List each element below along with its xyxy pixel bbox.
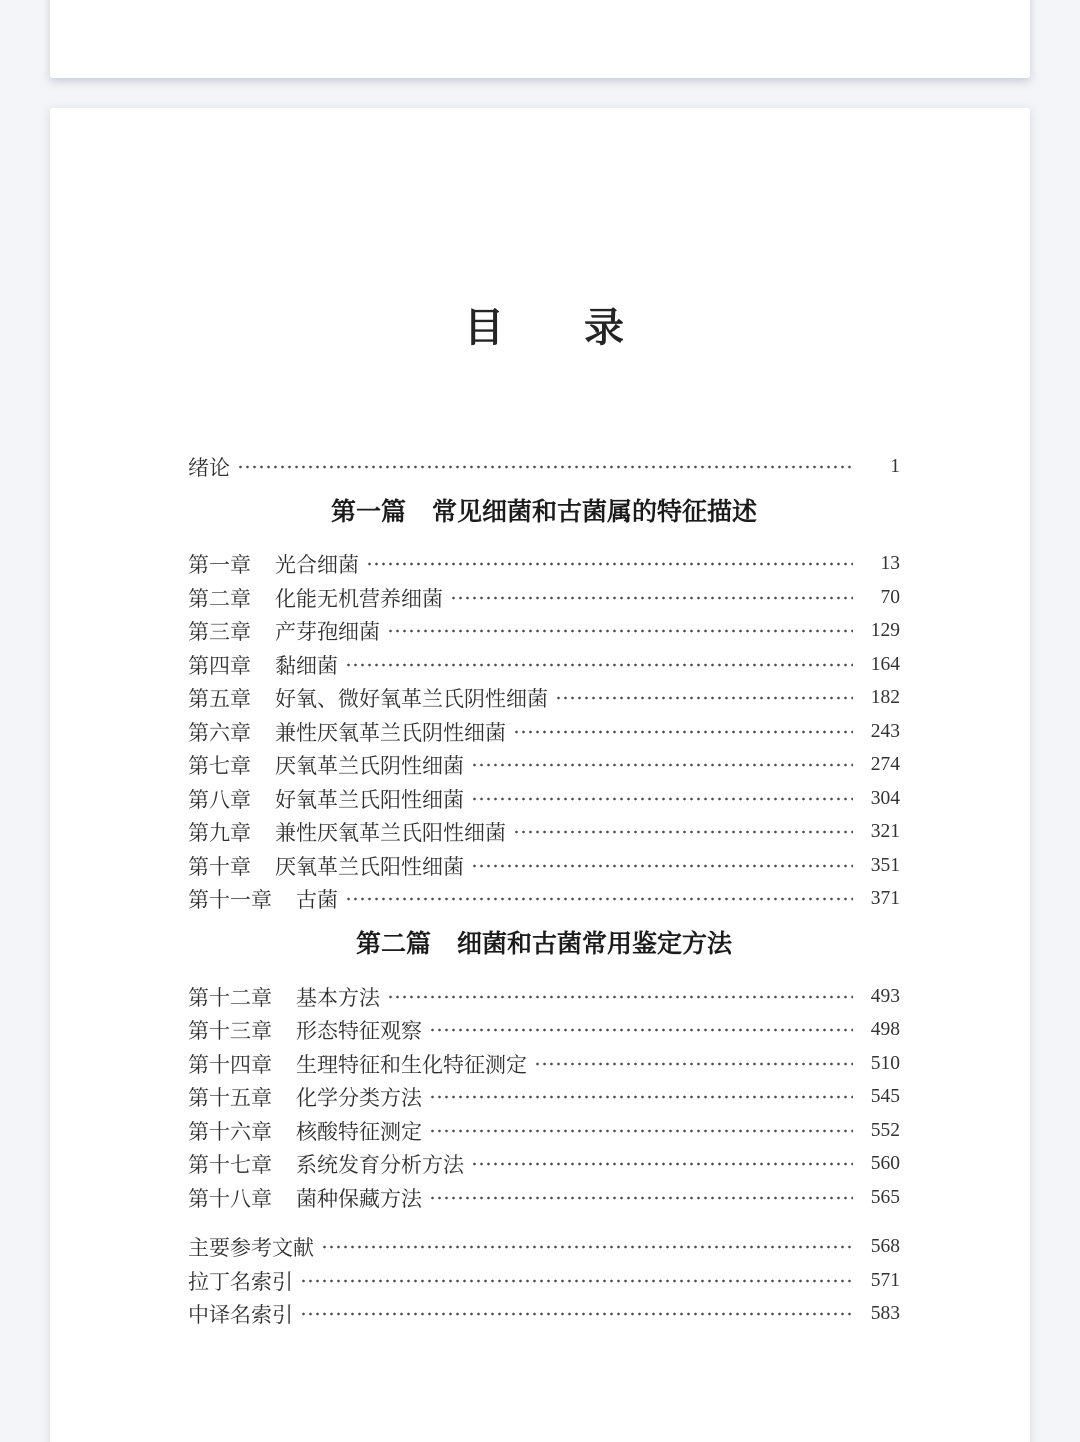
dot-leader <box>321 1231 853 1265</box>
toc-entry-chapter <box>188 1148 900 1182</box>
chapter-label: 第一章 <box>188 553 251 578</box>
chapter-label: 第八章 <box>188 787 251 812</box>
chapter-title: 兼性厌氧革兰氏阴性细菌 <box>275 720 506 745</box>
chapter-title: 核酸特征测定 <box>296 1119 422 1144</box>
dot-leader <box>555 682 853 716</box>
toc-entry-chapter <box>188 615 900 649</box>
dot-leader <box>471 782 853 816</box>
toc-entry-chapter <box>188 749 900 783</box>
toc-entry-chapter <box>188 1181 900 1215</box>
page-number: 13 <box>880 553 900 575</box>
page-number: 493 <box>870 985 900 1007</box>
chapter-list <box>188 980 900 1215</box>
toc-entry-chapter <box>188 1014 900 1048</box>
part-heading <box>188 496 900 529</box>
dot-leader <box>513 816 853 850</box>
page-number: 552 <box>870 1119 900 1141</box>
page-number: 243 <box>870 720 900 742</box>
dot-leader <box>366 548 853 582</box>
chapter-title: 产芽孢细菌 <box>275 620 380 645</box>
page-number: 351 <box>870 854 900 876</box>
dot-leader <box>450 581 853 615</box>
toc-entry-chapter <box>188 581 900 615</box>
toc-entry-chapter <box>188 715 900 749</box>
chapter-label: 第四章 <box>188 653 251 678</box>
chapter-label: 第十七章 <box>188 1153 272 1178</box>
chapter-list <box>188 548 900 917</box>
chapter-title: 光合细菌 <box>275 553 359 578</box>
page-number: 129 <box>870 620 900 642</box>
toc-entry-backmatter <box>188 1231 900 1265</box>
dot-leader <box>534 1047 853 1081</box>
dot-leader <box>300 1264 853 1298</box>
chapter-label: 第十二章 <box>188 985 272 1010</box>
toc-page <box>50 108 1030 1442</box>
dot-leader <box>429 1181 853 1215</box>
toc-entry-chapter <box>188 1114 900 1148</box>
part-title: 常见细菌和古菌属的特征描述 <box>432 497 758 526</box>
page-number: 545 <box>870 1086 900 1108</box>
chapter-title: 厌氧革兰氏阳性细菌 <box>275 854 464 879</box>
toc-entry-chapter <box>188 816 900 850</box>
page-number: 560 <box>870 1153 900 1175</box>
chapter-title: 形态特征观察 <box>296 1019 422 1044</box>
toc-entry-backmatter <box>188 1298 900 1332</box>
page-number: 70 <box>880 586 900 608</box>
dot-leader <box>387 980 853 1014</box>
chapter-label: 第二章 <box>188 586 251 611</box>
page-number: 164 <box>870 653 900 675</box>
toc-entry-chapter <box>188 548 900 582</box>
toc-part-section <box>188 928 900 1215</box>
page-number: 583 <box>870 1303 900 1325</box>
chapter-title: 厌氧革兰氏阴性细菌 <box>275 754 464 779</box>
page-number: 568 <box>870 1236 900 1258</box>
chapter-label: 第十六章 <box>188 1119 272 1144</box>
dot-leader <box>471 849 853 883</box>
toc-entry-chapter <box>188 682 900 716</box>
chapter-label: 第五章 <box>188 687 251 712</box>
part-label: 第一篇 <box>330 497 406 526</box>
toc-entry-chapter <box>188 980 900 1014</box>
chapter-title: 化学分类方法 <box>296 1086 422 1111</box>
toc-entry-chapter <box>188 883 900 917</box>
chapter-title: 好氧革兰氏阳性细菌 <box>275 787 464 812</box>
page-number: 371 <box>870 888 900 910</box>
page-number: 498 <box>870 1019 900 1041</box>
chapter-title: 菌种保藏方法 <box>296 1186 422 1211</box>
entry-label: 主要参考文献 <box>188 1236 314 1261</box>
dot-leader <box>429 1114 853 1148</box>
page-number: 182 <box>870 687 900 709</box>
page-number: 1 <box>890 455 900 477</box>
chapter-title: 黏细菌 <box>275 653 338 678</box>
toc-entry-chapter <box>188 648 900 682</box>
dot-leader <box>387 615 853 649</box>
page-number: 565 <box>870 1186 900 1208</box>
part-label: 第二篇 <box>355 930 431 958</box>
toc-entry-chapter <box>188 782 900 816</box>
dot-leader <box>429 1014 853 1048</box>
chapter-label: 第十五章 <box>188 1086 272 1111</box>
entry-label: 绪论 <box>188 455 230 480</box>
chapter-label: 第十章 <box>188 854 251 879</box>
chapter-title: 生理特征和生化特征测定 <box>296 1052 527 1077</box>
page-number: 571 <box>870 1269 900 1291</box>
page-number: 304 <box>870 787 900 809</box>
toc-entry-backmatter <box>188 1264 900 1298</box>
part-title: 细菌和古菌常用鉴定方法 <box>457 930 733 958</box>
chapter-title: 化能无机营养细菌 <box>275 586 443 611</box>
dot-leader <box>471 1148 853 1182</box>
entry-label: 中译名索引 <box>188 1303 293 1328</box>
page-title: 目 录 <box>464 306 624 350</box>
toc-entry-chapter <box>188 849 900 883</box>
page-number: 274 <box>870 754 900 776</box>
chapter-title: 好氧、微好氧革兰氏阴性细菌 <box>275 687 548 712</box>
part-heading <box>188 928 900 961</box>
chapter-label: 第十一章 <box>188 888 272 913</box>
chapter-title: 基本方法 <box>296 985 380 1010</box>
toc-entry-chapter <box>188 1081 900 1115</box>
dot-leader <box>345 648 853 682</box>
toc-body <box>188 450 900 1331</box>
chapter-label: 第六章 <box>188 720 251 745</box>
dot-leader <box>513 715 853 749</box>
toc-parts <box>188 496 900 1215</box>
dot-leader <box>237 450 853 484</box>
chapter-label: 第九章 <box>188 821 251 846</box>
chapter-label: 第十四章 <box>188 1052 272 1077</box>
chapter-label: 第三章 <box>188 620 251 645</box>
chapter-label: 第七章 <box>188 754 251 779</box>
toc-part-section <box>188 496 900 917</box>
chapter-label: 第十三章 <box>188 1019 272 1044</box>
page-number: 321 <box>870 821 900 843</box>
page-number: 510 <box>870 1052 900 1074</box>
dot-leader <box>345 883 853 917</box>
previous-page-bottom-edge <box>50 0 1030 78</box>
toc-backmatter <box>188 1231 900 1332</box>
chapter-title: 兼性厌氧革兰氏阳性细菌 <box>275 821 506 846</box>
entry-label: 拉丁名索引 <box>188 1269 293 1294</box>
chapter-title: 系统发育分析方法 <box>296 1153 464 1178</box>
chapter-label: 第十八章 <box>188 1186 272 1211</box>
toc-entry-intro <box>188 450 900 484</box>
dot-leader <box>471 749 853 783</box>
dot-leader <box>300 1298 853 1332</box>
chapter-title: 古菌 <box>296 888 338 913</box>
dot-leader <box>429 1081 853 1115</box>
toc-entry-chapter <box>188 1047 900 1081</box>
